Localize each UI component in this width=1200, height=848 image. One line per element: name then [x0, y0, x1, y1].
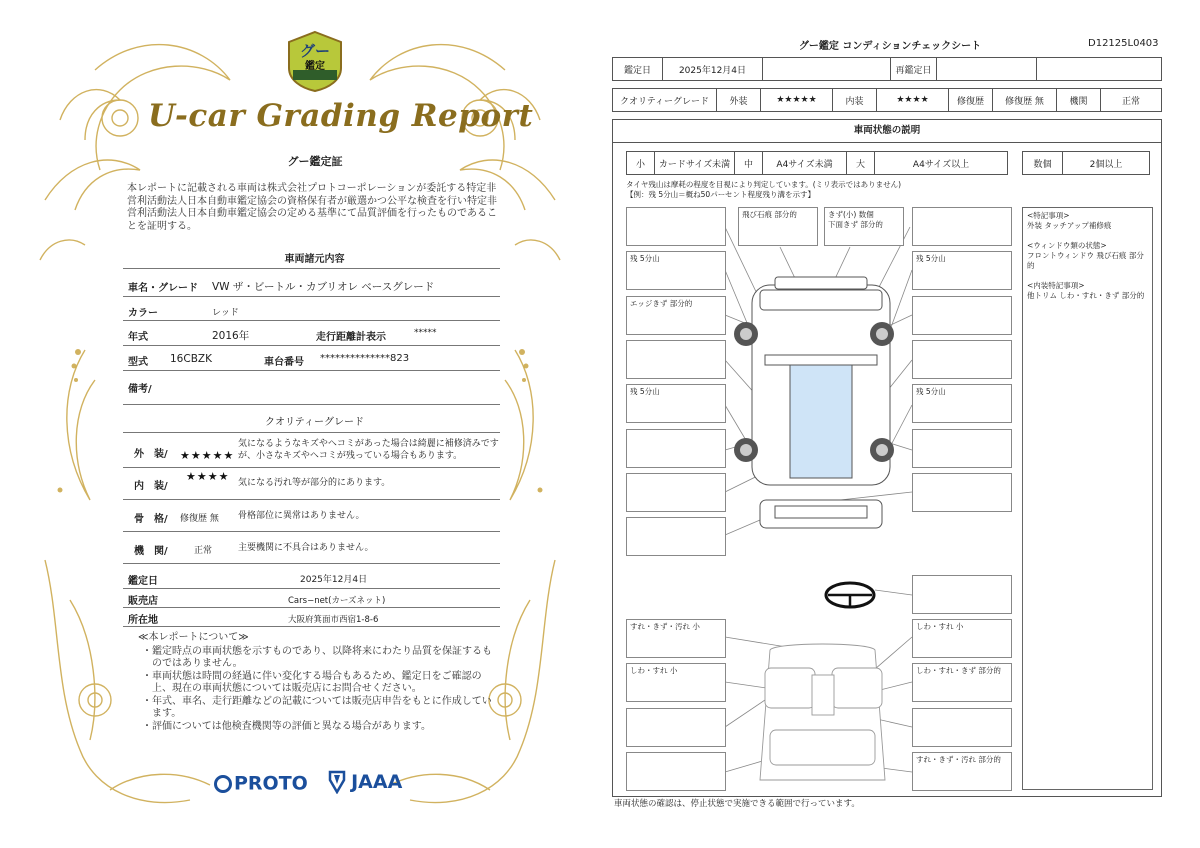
comment-box-left-tire-rear: 残 5分山	[626, 384, 726, 423]
condition-check-sheet-page	[600, 0, 1200, 848]
car-name-value: VW ザ・ビートル・カブリオレ ベースグレード	[212, 281, 435, 293]
engine-value: 正常	[194, 546, 213, 556]
engine-value: 正常	[1101, 89, 1162, 112]
comment-box	[912, 429, 1012, 468]
divider	[123, 499, 500, 500]
footer-note: 車両状態の確認は、停止状態で実施できる範囲で行っています。	[614, 799, 860, 809]
exterior-stars: ★★★★★	[761, 89, 833, 112]
divider	[123, 531, 500, 532]
legend-medium: 中	[735, 152, 763, 175]
legend-count: 数個	[1023, 152, 1063, 175]
comment-box-left-edge: エッジきず 部分的	[626, 296, 726, 335]
exterior-description: 気になるようなキズやヘコミがあった場合は綺麗に補修済みですが、小さなキズやヘコミが残っている場合もあります。	[238, 439, 499, 461]
comment-box-interior-left-2: しわ・すれ 小	[626, 663, 726, 702]
comment-box	[626, 473, 726, 512]
interior-label: 内 装/	[134, 481, 168, 492]
color-label: カラー	[128, 308, 158, 319]
comment-box-right-tire-rear: 残 5分山	[912, 384, 1012, 423]
dealer-label: 販売店	[128, 596, 158, 607]
address-label: 所在地	[128, 615, 158, 626]
divider	[123, 607, 500, 608]
jaaa-mark-icon	[328, 770, 346, 794]
repair-value: 修復歴 無	[993, 89, 1057, 112]
comment-box-interior-right-2: しわ・すれ・きず 部分的	[912, 663, 1012, 702]
comment-box-interior-left-1: すれ・きず・汚れ 小	[626, 619, 726, 658]
mileage-value: *****	[414, 328, 437, 338]
tire-note-example: 【例：残 5分山＝概ね50パーセント程度残り溝を示す】	[626, 190, 816, 199]
car-name-label: 車名・グレード	[128, 283, 198, 294]
vehicle-condition-title: 車両状態の説明	[612, 119, 1162, 143]
interior-stars: ★★★★	[186, 470, 230, 483]
divider	[123, 563, 500, 564]
mileage-label: 走行距離計表示	[316, 332, 386, 343]
check-sheet-title: グー鑑定 コンディションチェックシート	[798, 41, 982, 52]
comment-box-top-center-2: きず(小) 数個 下面きず 部分的	[824, 207, 904, 246]
report-title: U-car Grading Report	[148, 98, 534, 134]
divider	[123, 320, 500, 321]
certificate-body: 本レポートに記載される車両は株式会社プロトコーポレーションが委託する特定非営利活動法人日本自動車鑑定協会の資格保有者が厳選かつ公平な検査を行い特定非営利活動法人日本自動車鑑定協会の定める基準にて品質評価を行ったものであることを証明する。	[127, 183, 497, 232]
interior-notes-title: <内装特記事項>	[1027, 281, 1085, 290]
divider	[123, 345, 500, 346]
appraisal-date-label: 鑑定日	[613, 58, 663, 81]
window-notes-title: <ウィンドウ類の状態>	[1027, 241, 1107, 250]
comment-box	[912, 473, 1012, 512]
comment-box	[912, 296, 1012, 335]
comment-box	[912, 575, 1012, 614]
engine-label: 機関	[1057, 89, 1101, 112]
address-value: 大阪府箕面市西宿1-8-6	[288, 615, 379, 625]
reappraisal-date-label: 再鑑定日	[891, 58, 937, 81]
appraisal-date-value: 2025年12月4日	[300, 575, 368, 585]
model-value: 16CBZK	[170, 353, 212, 365]
divider	[123, 296, 500, 297]
notes-title: ≪本レポートについて≫	[138, 632, 249, 643]
divider	[123, 404, 500, 405]
divider	[123, 370, 500, 371]
proto-mark-icon	[214, 775, 232, 793]
comment-box	[912, 207, 1012, 246]
appraisal-date-value: 2025年12月4日	[663, 58, 763, 81]
comment-box	[626, 517, 726, 556]
legend-medium-desc: A4サイズ未満	[763, 152, 847, 175]
comment-box	[626, 708, 726, 747]
divider	[123, 432, 500, 433]
year-label: 年式	[128, 332, 148, 343]
chassis-value: **************823	[320, 353, 410, 364]
window-notes-body: フロントウィンドウ 飛び石痕 部分的	[1027, 251, 1144, 270]
note-item: ・鑑定時点の車両状態を示すものであり、以降将来にわたり品質を保証するものではありません。	[142, 645, 492, 669]
interior-description: 気になる汚れ等が部分的にあります。	[238, 478, 391, 488]
divider	[123, 268, 500, 269]
special-notes-body: 外装 タッチアップ補修痕	[1027, 221, 1112, 230]
comment-box-left-tire-front: 残 5分山	[626, 251, 726, 290]
goo-appraisal-badge	[285, 30, 345, 92]
comment-box	[626, 207, 726, 246]
repair-label: 修復歴	[949, 89, 993, 112]
jaaa-logo-text: JAAA	[351, 771, 403, 793]
comment-box	[912, 708, 1012, 747]
legend-large: 大	[847, 152, 875, 175]
proto-logo	[214, 772, 308, 795]
divider	[123, 626, 500, 627]
comment-box	[626, 429, 726, 468]
report-notes	[138, 632, 493, 733]
legend-small: 小	[627, 152, 655, 175]
divider	[123, 467, 500, 468]
comment-box-interior-right-3: すれ・きず・汚れ 部分的	[912, 752, 1012, 791]
exterior-label: 外 装/	[134, 449, 168, 460]
color-value: レッド	[212, 308, 239, 318]
legend-large-desc: A4サイズ以上	[875, 152, 1008, 175]
frame-value: 修復歴 無	[180, 514, 219, 524]
spec-section-title: 車両諸元内容	[284, 254, 345, 265]
legend-small-desc: カードサイズ未満	[655, 152, 735, 175]
remarks-label: 備考/	[128, 384, 152, 395]
dealer-value: Cars−net(カーズネット)	[288, 596, 386, 606]
appraisal-date-label: 鑑定日	[128, 576, 158, 587]
interior-notes-body: 他トリム しわ・すれ・きず 部分的	[1027, 291, 1145, 300]
badge-top-text: グー	[299, 42, 330, 60]
exterior-label: 外装	[717, 89, 761, 112]
comment-box-top-center-1: 飛び石痕 部分的	[738, 207, 818, 246]
certificate-title: グー鑑定証	[287, 155, 343, 168]
note-item: ・年式、車名、走行距離などの記載については販売店申告をもとに作成しています。	[142, 695, 492, 719]
chassis-label: 車台番号	[264, 357, 304, 368]
model-label: 型式	[128, 357, 148, 368]
special-notes-box	[1022, 207, 1153, 790]
tire-note-line: タイヤ残山は摩耗の程度を目視により判定しています。(ミリ表示ではありません)	[626, 180, 902, 189]
engine-label: 機 関/	[134, 546, 168, 557]
note-item: ・評価については他検査機関等の評価と異なる場合があります。	[142, 720, 431, 732]
frame-label: 骨 格/	[134, 514, 168, 525]
check-sheet-code: D12125L0403	[1088, 38, 1159, 49]
comment-box	[912, 340, 1012, 379]
note-item: ・車両状態は時間の経過に伴い変化する場合もあるため、鑑定日をご確認の上、現在の車両状態については販売店にお問合せください。	[142, 670, 482, 694]
divider	[123, 588, 500, 589]
comment-box-interior-right-1: しわ・すれ 小	[912, 619, 1012, 658]
spacer	[1027, 271, 1148, 281]
quality-grade-label: クオリティーグレード	[613, 89, 717, 112]
spacer	[1027, 231, 1148, 241]
year-value: 2016年	[212, 330, 250, 342]
exterior-stars: ★★★★★	[180, 449, 235, 462]
jaaa-logo	[328, 770, 402, 794]
badge-bottom-text: 鑑定	[305, 61, 325, 72]
comment-box	[626, 340, 726, 379]
comment-box-right-tire-front: 残 5分山	[912, 251, 1012, 290]
comment-box	[626, 752, 726, 791]
engine-description: 主要機関に不具合はありません。	[238, 543, 374, 553]
frame-description: 骨格部位に異常はありません。	[238, 511, 365, 521]
proto-logo-text: PROTO	[234, 772, 308, 795]
special-notes-title: <特記事項>	[1027, 211, 1070, 220]
interior-label: 内装	[833, 89, 877, 112]
quality-section-title: クオリティーグレード	[265, 417, 364, 428]
legend-count-desc: 2個以上	[1063, 152, 1150, 175]
interior-stars: ★★★★	[877, 89, 949, 112]
